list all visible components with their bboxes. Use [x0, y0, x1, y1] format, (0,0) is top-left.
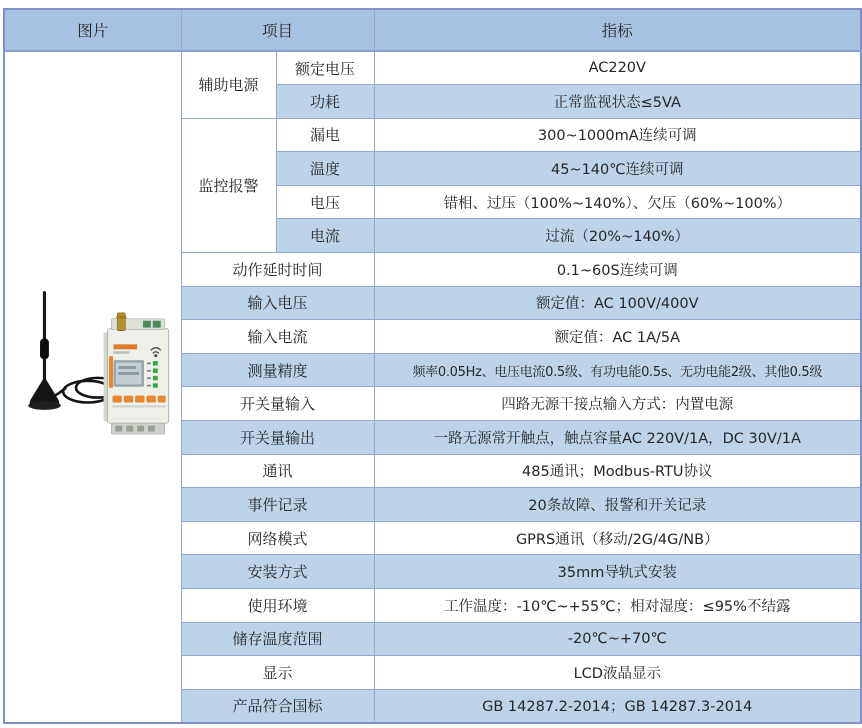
item-cell: 事件记录 [181, 488, 374, 522]
item-cell: 漏电 [276, 118, 374, 152]
item-cell: 电流 [276, 219, 374, 253]
value-cell: 20条故障、报警和开关记录 [374, 488, 861, 522]
value-cell: 485通讯；Modbus-RTU协议 [374, 454, 861, 488]
value-cell: 正常监视状态≤5VA [374, 85, 861, 119]
item-cell: 开关量输入 [181, 387, 374, 421]
item-cell: 电压 [276, 185, 374, 219]
group-cell-aux-power: 辅助电源 [181, 51, 276, 118]
value-cell: 35mm导轨式安装 [374, 555, 861, 589]
item-cell: 输入电流 [181, 320, 374, 354]
item-cell: 产品符合国标 [181, 689, 374, 723]
item-cell: 储存温度范围 [181, 622, 374, 656]
item-cell: 动作延时时间 [181, 253, 374, 287]
item-cell: 通讯 [181, 454, 374, 488]
value-cell: GPRS通讯（移动/2G/4G/NB） [374, 521, 861, 555]
value-cell: 过流（20%~140%） [374, 219, 861, 253]
value-cell: LCD液晶显示 [374, 656, 861, 690]
product-image-cell [4, 51, 181, 723]
item-cell: 功耗 [276, 85, 374, 119]
header-row [4, 9, 861, 51]
value-cell: AC220V [374, 51, 861, 85]
spec-table [3, 8, 862, 724]
brand-label [113, 344, 137, 349]
item-cell: 温度 [276, 152, 374, 186]
item-cell: 开关量输出 [181, 421, 374, 455]
column-header-spec: 指标 [374, 9, 861, 51]
wireless-meter-illustration [9, 285, 177, 453]
value-cell: 频率0.05Hz、电压电流0.5级、有功电能0.5s、无功电能2级、其他0.5级 [374, 353, 861, 387]
value-cell: 错相、过压（100%~140%）、欠压（60%~100%） [374, 185, 861, 219]
value-cell: 45~140℃连续可调 [374, 152, 861, 186]
item-cell: 测量精度 [181, 353, 374, 387]
value-cell: 一路无源常开触点，触点容量AC 220V/1A，DC 30V/1A [374, 421, 861, 455]
meter-body [104, 313, 169, 434]
item-cell: 使用环境 [181, 589, 374, 623]
antenna-connector [117, 313, 125, 331]
value-cell: GB 14287.2-2014；GB 14287.3-2014 [374, 689, 861, 723]
item-cell: 网络模式 [181, 521, 374, 555]
value-cell: 额定值：AC 1A/5A [374, 320, 861, 354]
table-row [4, 51, 861, 85]
item-cell: 显示 [181, 656, 374, 690]
group-cell-monitor-alarm: 监控报警 [181, 118, 276, 252]
item-cell: 输入电压 [181, 286, 374, 320]
product-photo [9, 285, 177, 453]
value-cell: 300~1000mA连续可调 [374, 118, 861, 152]
value-cell: 0.1~60S连续可调 [374, 253, 861, 287]
antenna-icon [28, 291, 61, 410]
item-cell: 安装方式 [181, 555, 374, 589]
item-cell: 额定电压 [276, 51, 374, 85]
value-cell: 工作温度：-10℃~+55℃；相对湿度：≤95%不结露 [374, 589, 861, 623]
value-cell: 额定值：AC 100V/400V [374, 286, 861, 320]
value-cell: 四路无源干接点输入方式：内置电源 [374, 387, 861, 421]
column-header-image: 图片 [4, 9, 181, 51]
value-cell: -20℃~+70℃ [374, 622, 861, 656]
column-header-item: 项目 [181, 9, 374, 51]
